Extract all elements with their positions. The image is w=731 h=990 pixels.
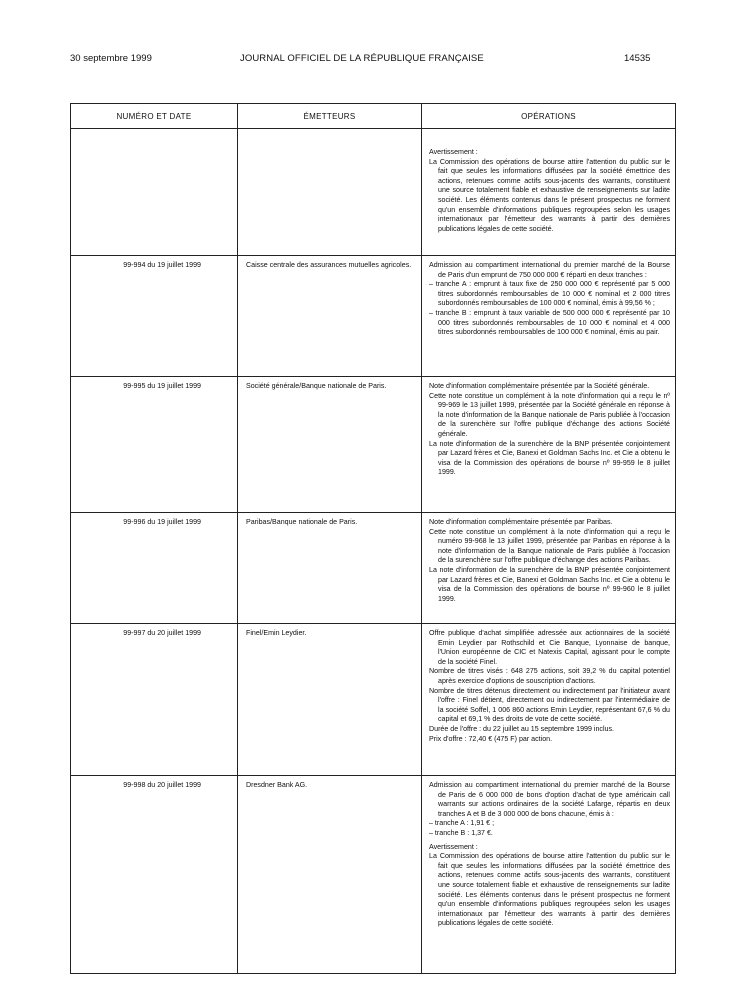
operations-paragraph: Nombre de titres détenus directement ou indirectement par l'initiateur avant l'offre : Finel détient, directement ou indirectement par l'intermédiaire de la société Soffel, 1 006 860 actions Emin Leydier, représentant 67,6 % du capital et 69,1 % des droits de vote de cette société. <box>429 686 670 724</box>
operations-paragraph: Prix d'offre : 72,40 € (475 F) par action. <box>429 734 553 743</box>
operations-paragraph: Durée de l'offre : du 22 juillet au 15 septembre 1999 inclus. <box>429 724 614 733</box>
operations-paragraph: Nombre de titres visés : 648 275 actions, soit 39,2 % du capital potentiel après exercice d'options de souscription d'actions. <box>429 667 670 685</box>
number-date: 99-995 du 19 juillet 1999 <box>123 382 201 390</box>
operations-paragraph: Admission au compartiment international du premier marché de la Bourse de Paris de 6 000 000 de bons d'option d'achat de type américain call warrants sur actions ordinaires de la société Lafarge, répartis en deux tranches A et B de 3 000 000 de bons chacune, émis à : <box>429 781 670 818</box>
number-date: 99-998 du 20 juillet 1999 <box>123 781 201 789</box>
operations-text <box>423 378 674 478</box>
operations-table <box>70 103 676 974</box>
column-header-number-date: NUMÉRO ET DATE <box>71 104 238 129</box>
column-header-issuers: ÉMETTEURS <box>238 104 422 129</box>
table-row <box>71 256 676 377</box>
operations-paragraph: – tranche A : 1,91 € ; <box>429 819 495 828</box>
number-date: 99-994 du 19 juillet 1999 <box>123 261 201 269</box>
journal-title: JOURNAL OFFICIEL DE LA RÉPUBLIQUE FRANÇAISE <box>240 53 484 64</box>
operations-paragraph: – tranche B : emprunt à taux variable de 500 000 000 € représenté par 10 000 titres subordonnés remboursables de 10 000 € nominal et 4 000 titres subordonnés remboursables de 100 000 € nominal, émis au pair. <box>429 308 670 337</box>
number-date: 99-996 du 19 juillet 1999 <box>123 518 201 526</box>
table-row <box>71 624 676 776</box>
page-number: 14535 <box>624 53 651 64</box>
number-date: 99-997 du 20 juillet 1999 <box>123 629 201 637</box>
table-row <box>71 129 676 256</box>
operations-paragraph: Avertissement : <box>429 842 478 851</box>
operations-paragraph: Cette note constitue un complément à la note d'information qui a reçu le numéro 99-968 le 13 juillet 1999, présentée par Paribas en réponse à la note d'information de la Banque nationale de Paris publiée à l'occasion de la surenchère sur l'offre publique d'échange des actions Paribas. <box>429 527 670 565</box>
operations-text <box>423 257 674 338</box>
issuer: Société générale/Banque nationale de Paris. <box>246 382 387 390</box>
table-row <box>71 776 676 974</box>
table-row <box>71 377 676 513</box>
operations-text <box>423 514 674 604</box>
issuer: Caisse centrale des assurances mutuelles agricoles. <box>246 261 412 269</box>
operations-paragraph: La Commission des opérations de bourse attire l'attention du public sur le fait que seules les informations diffusées par la société émettrice des actions, retenues comme actifs sous-jacents des warrants, constituent une source totalement fiable et exhaustive de renseignements sur ladite société. Les éléments contenus dans le présent prospectus ne forment qu'un ensemble d'informations publiques regroupées selon les usages internationaux par l'émetteur des warrants à partir des dernières publications légales de cette société. <box>429 852 670 928</box>
operations-paragraph: La note d'information de la surenchère de la BNP présentée conjointement par Lazard frères et Cie, Banexi et Goldman Sachs Inc. et Cie a obtenu le visa de la Commission des opérations de bourse nº 99-960 le 8 juillet 1999. <box>429 565 670 603</box>
table-header-row <box>71 104 676 129</box>
number-date <box>72 130 236 134</box>
issuer <box>239 130 420 134</box>
operations-text <box>423 777 674 929</box>
column-header-operations: OPÉRATIONS <box>422 104 676 129</box>
operations-text <box>423 625 674 744</box>
issuer: Paribas/Banque nationale de Paris. <box>246 518 358 526</box>
operations-paragraph: – tranche B : 1,37 €. <box>429 828 493 837</box>
operations-paragraph: Note d'information complémentaire présentée par Paribas. <box>429 518 613 526</box>
operations-paragraph: – tranche A : emprunt à taux fixe de 250 000 000 € représenté par 5 000 titres subordonnés remboursables de 10 000 € nominal et 2 000 titres subordonnés remboursables de 100 000 € nominal, émis à 99,56 % ; <box>429 280 670 308</box>
issuer: Dresdner Bank AG. <box>246 781 308 789</box>
operations-text <box>423 130 674 234</box>
operations-paragraph: Admission au compartiment international du premier marché de la Bourse de Paris d'un emprunt de 750 000 000 € réparti en deux tranches : <box>429 261 670 279</box>
operations-paragraph: Cette note constitue un complément à la note d'information qui a reçu le nº 99-969 le 13 juillet 1999, présentée par la Société générale en réponse à la note d'information de la Banque nationale de Paris publiée à l'occasion de la surenchère sur l'offre publique d'échange des actions Société générale. <box>429 391 670 438</box>
header-date: 30 septembre 1999 <box>70 53 152 64</box>
operations-paragraph: La note d'information de la surenchère de la BNP présentée conjointement par Lazard frères et Cie, Banexi et Goldman Sachs Inc. et Cie a obtenu le visa de la Commission des opérations de bourse nº 99-959 le 8 juillet 1999. <box>429 439 670 477</box>
issuer: Finel/Emin Leydier. <box>246 629 307 637</box>
operations-paragraph: Offre publique d'achat simplifiée adressée aux actionnaires de la société Emin Leydier par Rothschild et Cie Banque, Lyonnaise de banque, l'Union européenne de CIC et Natexis Capital, agissant pour le compte de la société Finel. <box>429 629 670 666</box>
operations-paragraph: Note d'information complémentaire présentée par la Société générale. <box>429 382 650 390</box>
operations-paragraph: Avertissement : <box>429 148 478 156</box>
table-row <box>71 513 676 624</box>
operations-paragraph: La Commission des opérations de bourse attire l'attention du public sur le fait que seules les informations diffusées par la société émettrice des actions, retenues comme actifs sous-jacents des warrants, constituent une source totalement fiable et exhaustive de renseignements sur ladite société. Les éléments contenus dans le présent prospectus ne forment qu'un ensemble d'informations publiques regroupées selon les usages internationaux par l'émetteur des warrants à partir des dernières publications légales de cette société. <box>429 157 670 233</box>
